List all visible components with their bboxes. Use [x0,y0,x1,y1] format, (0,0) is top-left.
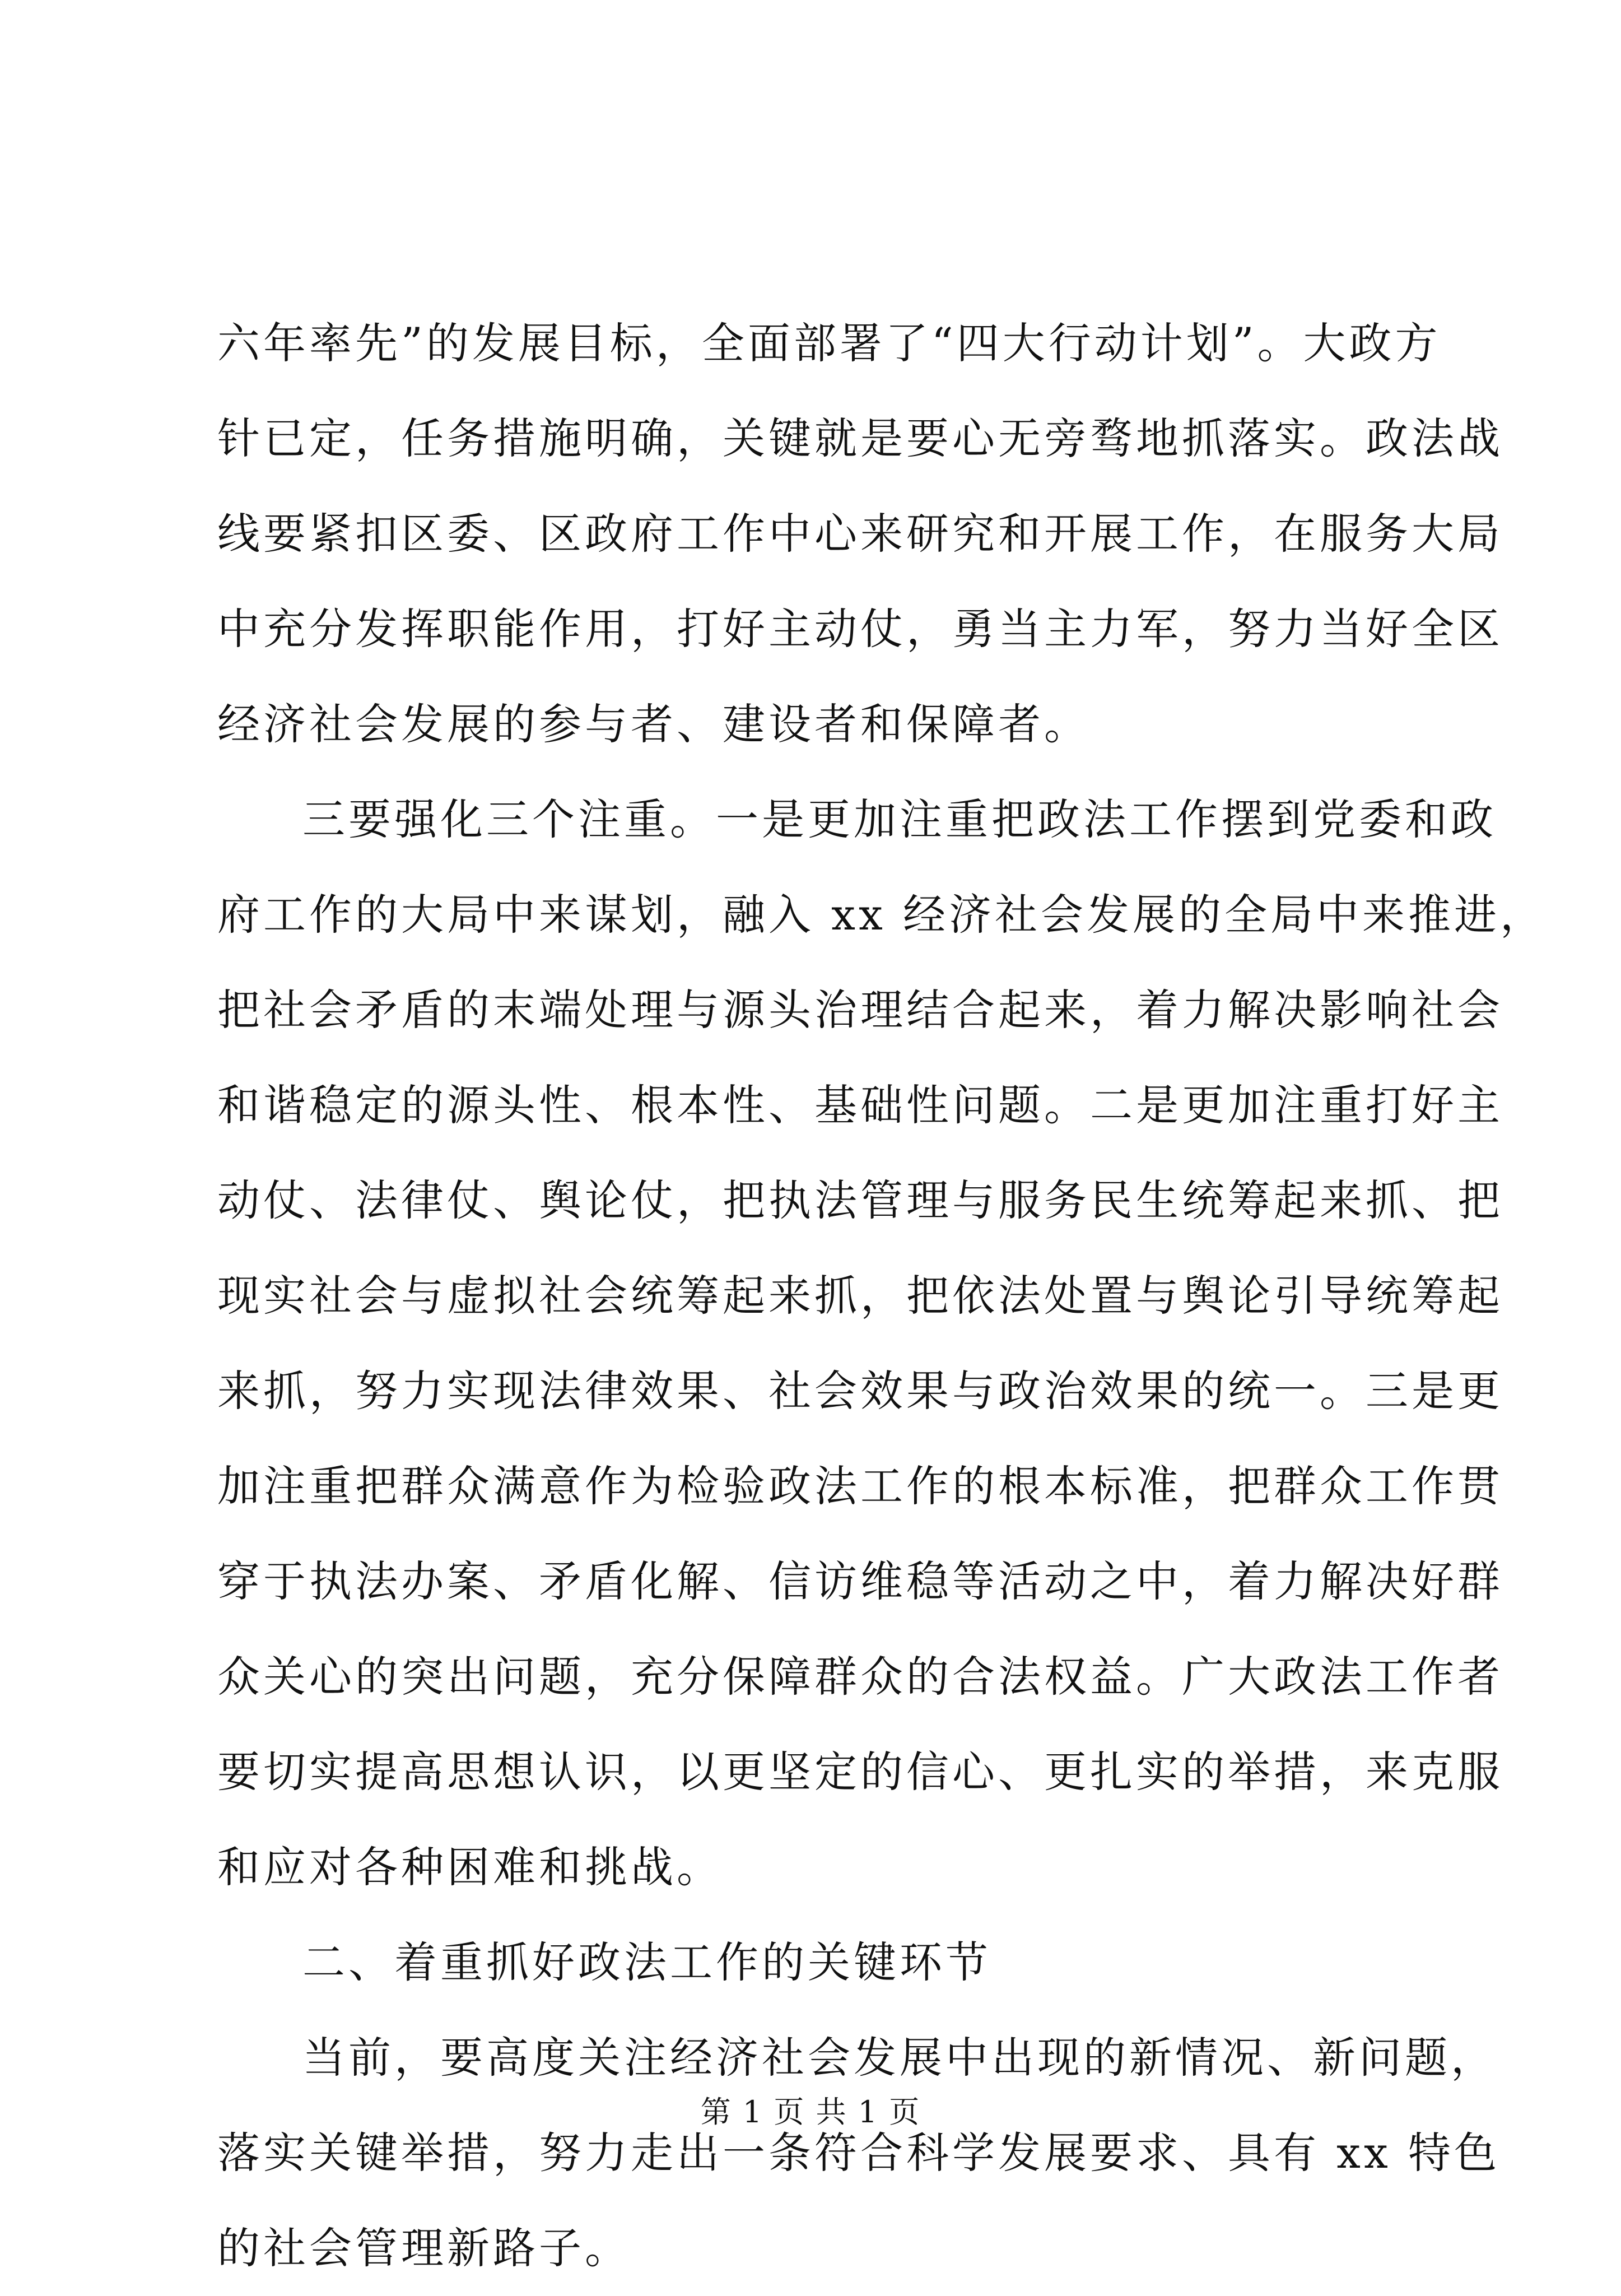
text-line: 动仗、法律仗、舆论仗，把执法管理与服务民生统筹起来抓、把 [217,1175,1503,1225]
text-line: 众关心的突出问题，充分保障群众的合法权益。广大政法工作者 [217,1652,1503,1702]
text-line: 线要紧扣区委、区政府工作中心来研究和开展工作，在服务大局 [217,509,1503,559]
text-line: 六年率先”的发展目标，全面部署了“四大行动计划”。大政方 [217,318,1441,368]
section-heading: 二、着重抓好政法工作的关键环节 [302,1937,991,1987]
text-line: 中充分发挥职能作用，打好主动仗，勇当主力军，努力当好全区 [217,604,1503,654]
text-line: 针已定，任务措施明确，关键就是要心无旁骛地抓落实。政法战 [217,413,1503,463]
page-footer: 第 1 页 共 1 页 [700,2094,921,2130]
text-line: 和谐稳定的源头性、根本性、基础性问题。二是更加注重打好主 [217,1080,1503,1130]
text-line: 府工作的大局中来谋划，融入 xx 经济社会发展的全局中来推进， [217,890,1547,940]
paragraph-start: 当前，要高度关注经济社会发展中出现的新情况、新问题， [302,2033,1497,2083]
text-line: 把社会矛盾的末端处理与源头治理结合起来，着力解决影响社会 [217,985,1503,1035]
text-line: 的社会管理新路子。 [217,2223,631,2273]
text-line: 落实关键举措，努力走出一条符合科学发展要求、具有 xx 特色 [217,2128,1501,2178]
text-line: 穿于执法办案、矛盾化解、信访维稳等活动之中，着力解决好群 [217,1556,1503,1606]
text-line: 来抓，努力实现法律效果、社会效果与政治效果的统一。三是更 [217,1366,1503,1416]
text-line: 现实社会与虚拟社会统筹起来抓，把依法处置与舆论引导统筹起 [217,1271,1503,1321]
text-line: 经济社会发展的参与者、建设者和保障者。 [217,699,1090,749]
text-line: 和应对各种困难和挑战。 [217,1842,723,1892]
text-line: 加注重把群众满意作为检验政法工作的根本标准，把群众工作贯 [217,1461,1503,1511]
text-line: 要切实提高思想认识，以更坚定的信心、更扎实的举措，来克服 [217,1747,1503,1797]
paragraph-start: 三要强化三个注重。一是更加注重把政法工作摆到党委和政 [302,794,1497,844]
